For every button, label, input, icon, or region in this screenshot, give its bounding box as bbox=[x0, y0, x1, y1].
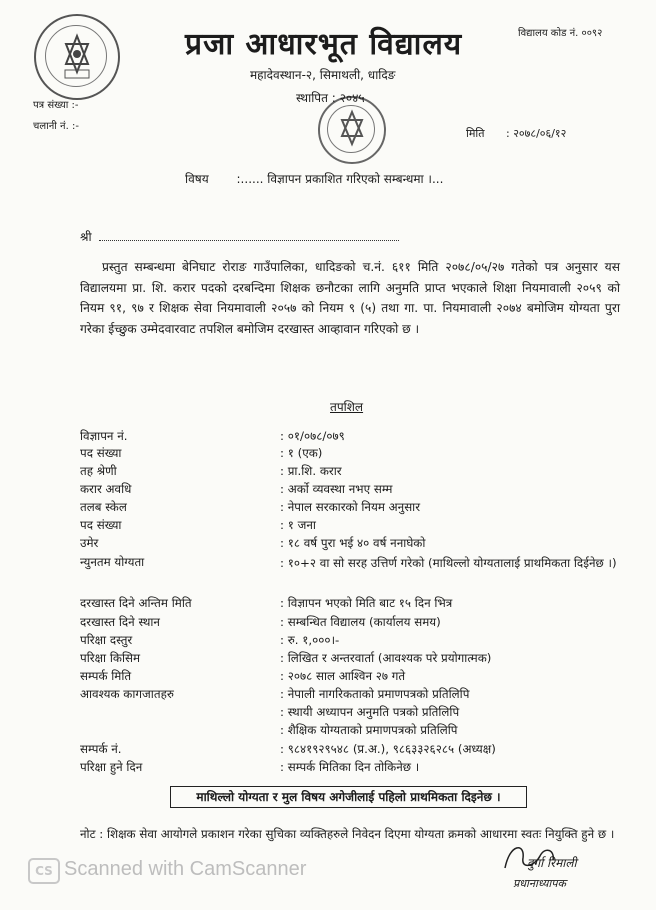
detail-value: : सम्बन्धित विद्यालय (कार्यालय समय) bbox=[280, 615, 441, 629]
detail-label: पद संख्या bbox=[80, 446, 122, 460]
addressee-label: श्री bbox=[80, 230, 92, 244]
school-code: विद्यालय कोड नं. ००९२ bbox=[518, 28, 603, 39]
detail-label: पद संख्या bbox=[80, 518, 122, 532]
school-stamp-middle bbox=[318, 96, 386, 164]
detail-label: करार अवधि bbox=[80, 482, 132, 496]
detail-label: उमेर bbox=[80, 536, 99, 550]
signature-block bbox=[495, 840, 625, 900]
detail-label: तलब स्केल bbox=[80, 500, 127, 514]
detail-label: सम्पर्क नं. bbox=[80, 742, 122, 756]
priority-banner: माथिल्लो योग्यता र मुल विषय अगेजीलाई पहिलो प्राथमिकता दिइनेछ । bbox=[170, 786, 527, 808]
addressee bbox=[80, 228, 399, 245]
detail-value: : स्थायी अध्यापन अनुमति पत्रको प्रतिलिपि bbox=[280, 705, 460, 719]
subject-label: विषय bbox=[185, 172, 209, 186]
school-address: महादेवस्थान-२, सिमाथली, धादिङ bbox=[250, 68, 396, 82]
seal-star-icon bbox=[36, 16, 118, 98]
signature-name: दुर्गा रिमाली bbox=[527, 856, 577, 870]
body-paragraph: प्रस्तुत सम्बन्धमा बेनिघाट रोराङ गाउँपालिका, धादिङको च.नं. ६११ मिति २०७८/०५/२७ गतेको पत्र अनुसार यस विद्यालयमा प्रा. शि. करार पदको दरबन्दिमा शिक्षक छनौटका लागि अनुमति प्राप्त भएकाले शिक्षा नियमावाली २०५९ को नियम ९१, ९७ र शिक्षक सेवा नियमावाली २०५७ को नियम ९ (५) तथा गा. पा. नियमावाली २०७४ बमोजिम योग्यता पुरा गरेका ईच्छुक उम्मेदवारवाट तपशिल बमोजिम दरखास्त आव्हावान गरिएको छ । bbox=[80, 260, 620, 336]
detail-label: न्युनतम योग्यता bbox=[80, 555, 145, 569]
camscanner-watermark: Scanned with CamScanner bbox=[64, 858, 307, 880]
detail-label: परिक्षा हुने दिन bbox=[80, 760, 143, 774]
school-name: प्रजा आधारभूत विद्यालय bbox=[185, 27, 463, 62]
subject-line bbox=[185, 170, 443, 187]
established-year: स्थापित : २०४५ bbox=[296, 91, 365, 105]
detail-value: : विज्ञापन भएको मिति बाट १५ दिन भित्र bbox=[280, 596, 453, 610]
note: नोट : शिक्षक सेवा आयोगले प्रकाशन गरेका सुचिका व्यक्तिहरुले निवेदन दिएमा योग्यता क्रमको आधारमा स्वतः नियुक्ति हुने छ । bbox=[80, 827, 615, 841]
detail-value: : प्रा.शि. करार bbox=[280, 464, 342, 478]
stamp-star-icon bbox=[320, 98, 384, 162]
detail-value: : अर्को व्यवस्था नभए सम्म bbox=[280, 482, 393, 496]
detail-value: : नेपाल सरकारको नियम अनुसार bbox=[280, 500, 421, 514]
detail-label: तह श्रेणी bbox=[80, 464, 117, 478]
detail-value: : १ जना bbox=[280, 518, 316, 532]
detail-label: परिक्षा किसिम bbox=[80, 651, 141, 665]
detail-label: विज्ञापन नं. bbox=[80, 429, 128, 443]
detail-label: सम्पर्क मिति bbox=[80, 669, 132, 683]
dispatch-number-label: चलानी नं. :- bbox=[33, 121, 79, 132]
details-heading: तपशिल bbox=[330, 400, 364, 414]
detail-value: : रु. १,०००।- bbox=[280, 633, 340, 647]
detail-value: : २०७८ साल आश्विन २७ गते bbox=[280, 669, 406, 683]
signature-title: प्रधानाध्यापक bbox=[513, 877, 566, 890]
detail-label: परिक्षा दस्तुर bbox=[80, 633, 133, 647]
detail-label: दरखास्त दिने अन्तिम मिति bbox=[80, 596, 192, 610]
detail-label: दरखास्त दिने स्थान bbox=[80, 615, 160, 629]
date-value: : २०७८/०६/१२ bbox=[506, 127, 567, 140]
detail-value: : लिखित र अन्तरवार्ता (आवश्यक परे प्रयोगात्मक) bbox=[280, 651, 492, 665]
detail-value: : ०१/०७८/०७९ bbox=[280, 429, 345, 443]
subject-text: :...... विज्ञापन प्रकाशित गरिएको सम्बन्धमा ।... bbox=[236, 172, 444, 186]
detail-value: : सम्पर्क मितिका दिन तोकिनेछ । bbox=[280, 760, 420, 774]
school-seal-top bbox=[34, 14, 120, 100]
detail-label: आवश्यक कागजातहरु bbox=[80, 687, 174, 701]
detail-value: : १ (एक) bbox=[280, 446, 323, 460]
date-label: मिति bbox=[466, 127, 485, 140]
letter-number-label: पत्र संख्या :- bbox=[33, 100, 79, 111]
addressee-blank bbox=[99, 240, 399, 241]
detail-value: : १८ वर्ष पुरा भई ४० वर्ष ननाघेको bbox=[280, 536, 426, 550]
detail-value: : १०+२ वा सो सरह उत्तिर्ण गरेको (माथिल्लो योग्यतालाई प्राथमिकता दिईनेछ ।) bbox=[280, 556, 617, 570]
camscanner-logo: CS bbox=[28, 858, 60, 884]
detail-value: : शैक्षिक योग्यताको प्रमाणपत्रको प्रतिलिपि bbox=[280, 723, 458, 737]
detail-value: : ९८४१९२९५४८ (प्र.अ.), ९८६३३२६२८५ (अध्यक्ष) bbox=[280, 742, 496, 756]
detail-value: : नेपाली नागरिकताको प्रमाणपत्रको प्रतिलिपि bbox=[280, 687, 470, 701]
